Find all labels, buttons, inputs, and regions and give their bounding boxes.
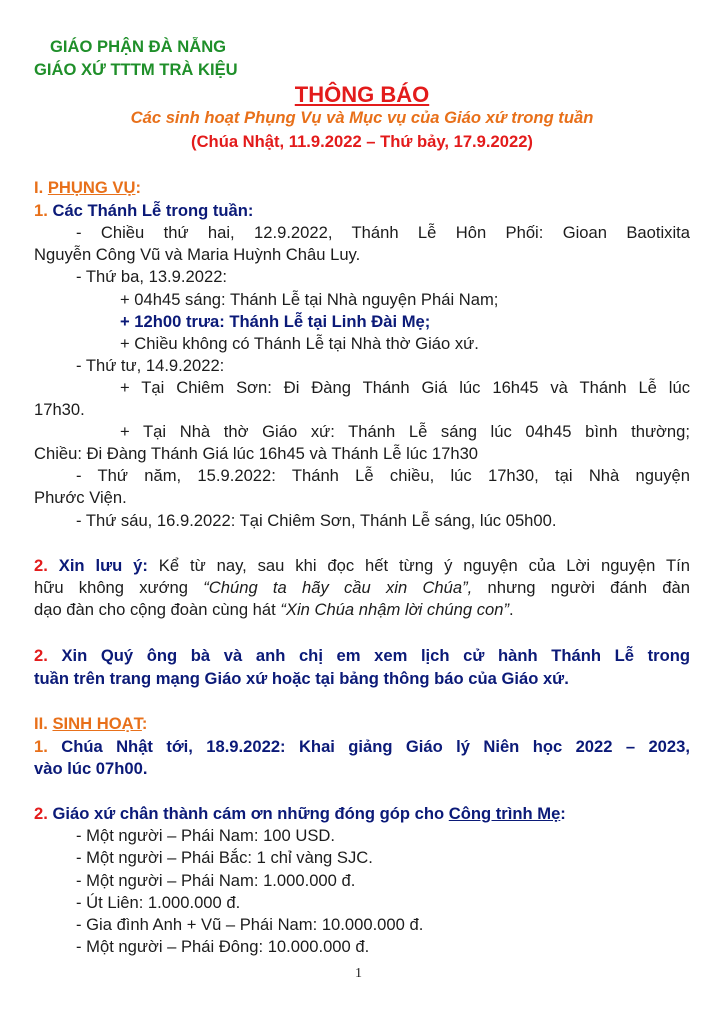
note-quote: “Xin Chúa nhậm lời chúng con” [280,600,510,619]
project-name: Công trình Mẹ [448,804,561,823]
wednesday-item-b-line-2: Chiều: Đi Đàng Thánh Giá lúc 16h45 và Thánh Lễ lúc 17h30 [34,444,479,463]
note-quote: “Chúng ta hãy cầu xin Chúa”, [203,578,473,597]
note-line-3 [34,600,514,620]
monday-line-1: - Chiều thứ hai, 12.9.2022, Thánh Lễ Hôn Phối: Gioan Baotixita [76,223,690,242]
donation-item: - Một người – Phái Bắc: 1 chỉ vàng SJC. [76,848,373,867]
note-line-1 [34,556,690,576]
section-title: PHỤNG VỤ [47,178,136,197]
thursday-line-2: Phước Viện. [34,488,127,507]
donations-heading [34,804,566,824]
friday-line: - Thứ sáu, 16.9.2022: Tại Chiêm Sơn, Thánh Lễ sáng, lúc 05h00. [76,511,557,530]
catechism-line-2: vào lúc 07h00. [34,759,148,778]
schedule-notice-line-2: tuần trên trang mạng Giáo xứ hoặc tại bảng thông báo của Giáo xứ. [34,669,569,688]
item-number: 1. [34,737,48,756]
donation-item: - Một người – Phái Nam: 100 USD. [76,826,336,845]
donation-item: - Một người – Phái Nam: 1.000.000 đ. [76,871,356,890]
parish-name: GIÁO XỨ TTTM TRÀ KIỆU [34,60,238,79]
donation-item: - Một người – Phái Đông: 10.000.000 đ. [76,937,370,956]
subtitle: Các sinh hoạt Phụng Vụ và Mục vụ của Giáo xứ trong tuần [130,108,594,127]
page-number: 1 [355,966,362,981]
wednesday-heading: - Thứ tư, 14.9.2022: [76,356,225,375]
tuesday-item-a: + 04h45 sáng: Thánh Lễ tại Nhà nguyện Phái Nam; [120,290,499,309]
section-colon: : [141,714,148,733]
item-number: 2. [34,646,48,665]
schedule-notice-line-1 [34,646,690,666]
tuesday-heading: - Thứ ba, 13.9.2022: [76,267,228,286]
donations-colon: : [560,804,566,823]
wednesday-item-b-line-1: + Tại Nhà thờ Giáo xứ: Thánh Lễ sáng lúc 04h45 bình thường; [120,422,690,441]
tuesday-item-c: + Chiều không có Thánh Lễ tại Nhà thờ Giáo xứ. [120,334,479,353]
donation-item: - Gia đình Anh + Vũ – Phái Nam: 10.000.000 đ. [76,915,424,934]
monday-line-2: Nguyễn Công Vũ và Maria Huỳnh Châu Luy. [34,245,361,264]
note-text: dạo đàn cho cộng đoàn cùng hát [34,600,276,619]
item-number: 2. [34,804,48,823]
date-range: (Chúa Nhật, 11.9.2022 – Thứ bảy, 17.9.2022) [191,132,533,151]
page-title: THÔNG BÁO [294,82,430,107]
item-number: 2. [34,556,48,575]
note-text: Kể từ nay, sau khi đọc hết từng ý nguyện của Lời nguyện Tín [158,556,690,575]
section-colon: : [135,178,141,197]
item-number: 1. [34,201,48,220]
diocese-name: GIÁO PHẬN ĐÀ NẴNG [50,37,227,56]
catechism-line-1 [34,737,690,757]
note-text: nhưng người đánh đàn [487,578,690,597]
donations-intro: Giáo xứ chân thành cám ơn những đóng góp cho [52,804,445,823]
thursday-line-1: - Thứ năm, 15.9.2022: Thánh Lễ chiều, lúc 17h30, tại Nhà nguyện [76,466,690,485]
section-heading-sinh-hoat [34,714,147,734]
item-heading-masses [34,201,253,221]
section-heading-phung-vu [34,178,141,198]
note-text: . [509,600,514,619]
note-label: Xin lưu ý: [58,556,148,575]
tuesday-item-b: + 12h00 trưa: Thánh Lễ tại Linh Đài Mẹ; [120,312,431,331]
catechism-text: Chúa Nhật tới, 18.9.2022: Khai giảng Giáo lý Niên học 2022 – 2023, [61,737,690,756]
wednesday-item-a-line-1: + Tại Chiêm Sơn: Đi Đàng Thánh Giá lúc 16h45 và Thánh Lễ lúc [120,378,690,397]
wednesday-item-a-line-2: 17h30. [34,400,85,419]
note-line-2 [34,578,690,598]
section-number: II. [34,714,48,733]
note-text: hữu không xướng [34,578,189,597]
section-number: I. [34,178,44,197]
schedule-notice-text: Xin Quý ông bà và anh chị em xem lịch cử hành Thánh Lễ trong [61,646,690,665]
item-title: Các Thánh Lễ trong tuần: [52,201,254,220]
section-title: SINH HOẠT [52,714,142,733]
donation-item: - Út Liên: 1.000.000 đ. [76,893,241,912]
